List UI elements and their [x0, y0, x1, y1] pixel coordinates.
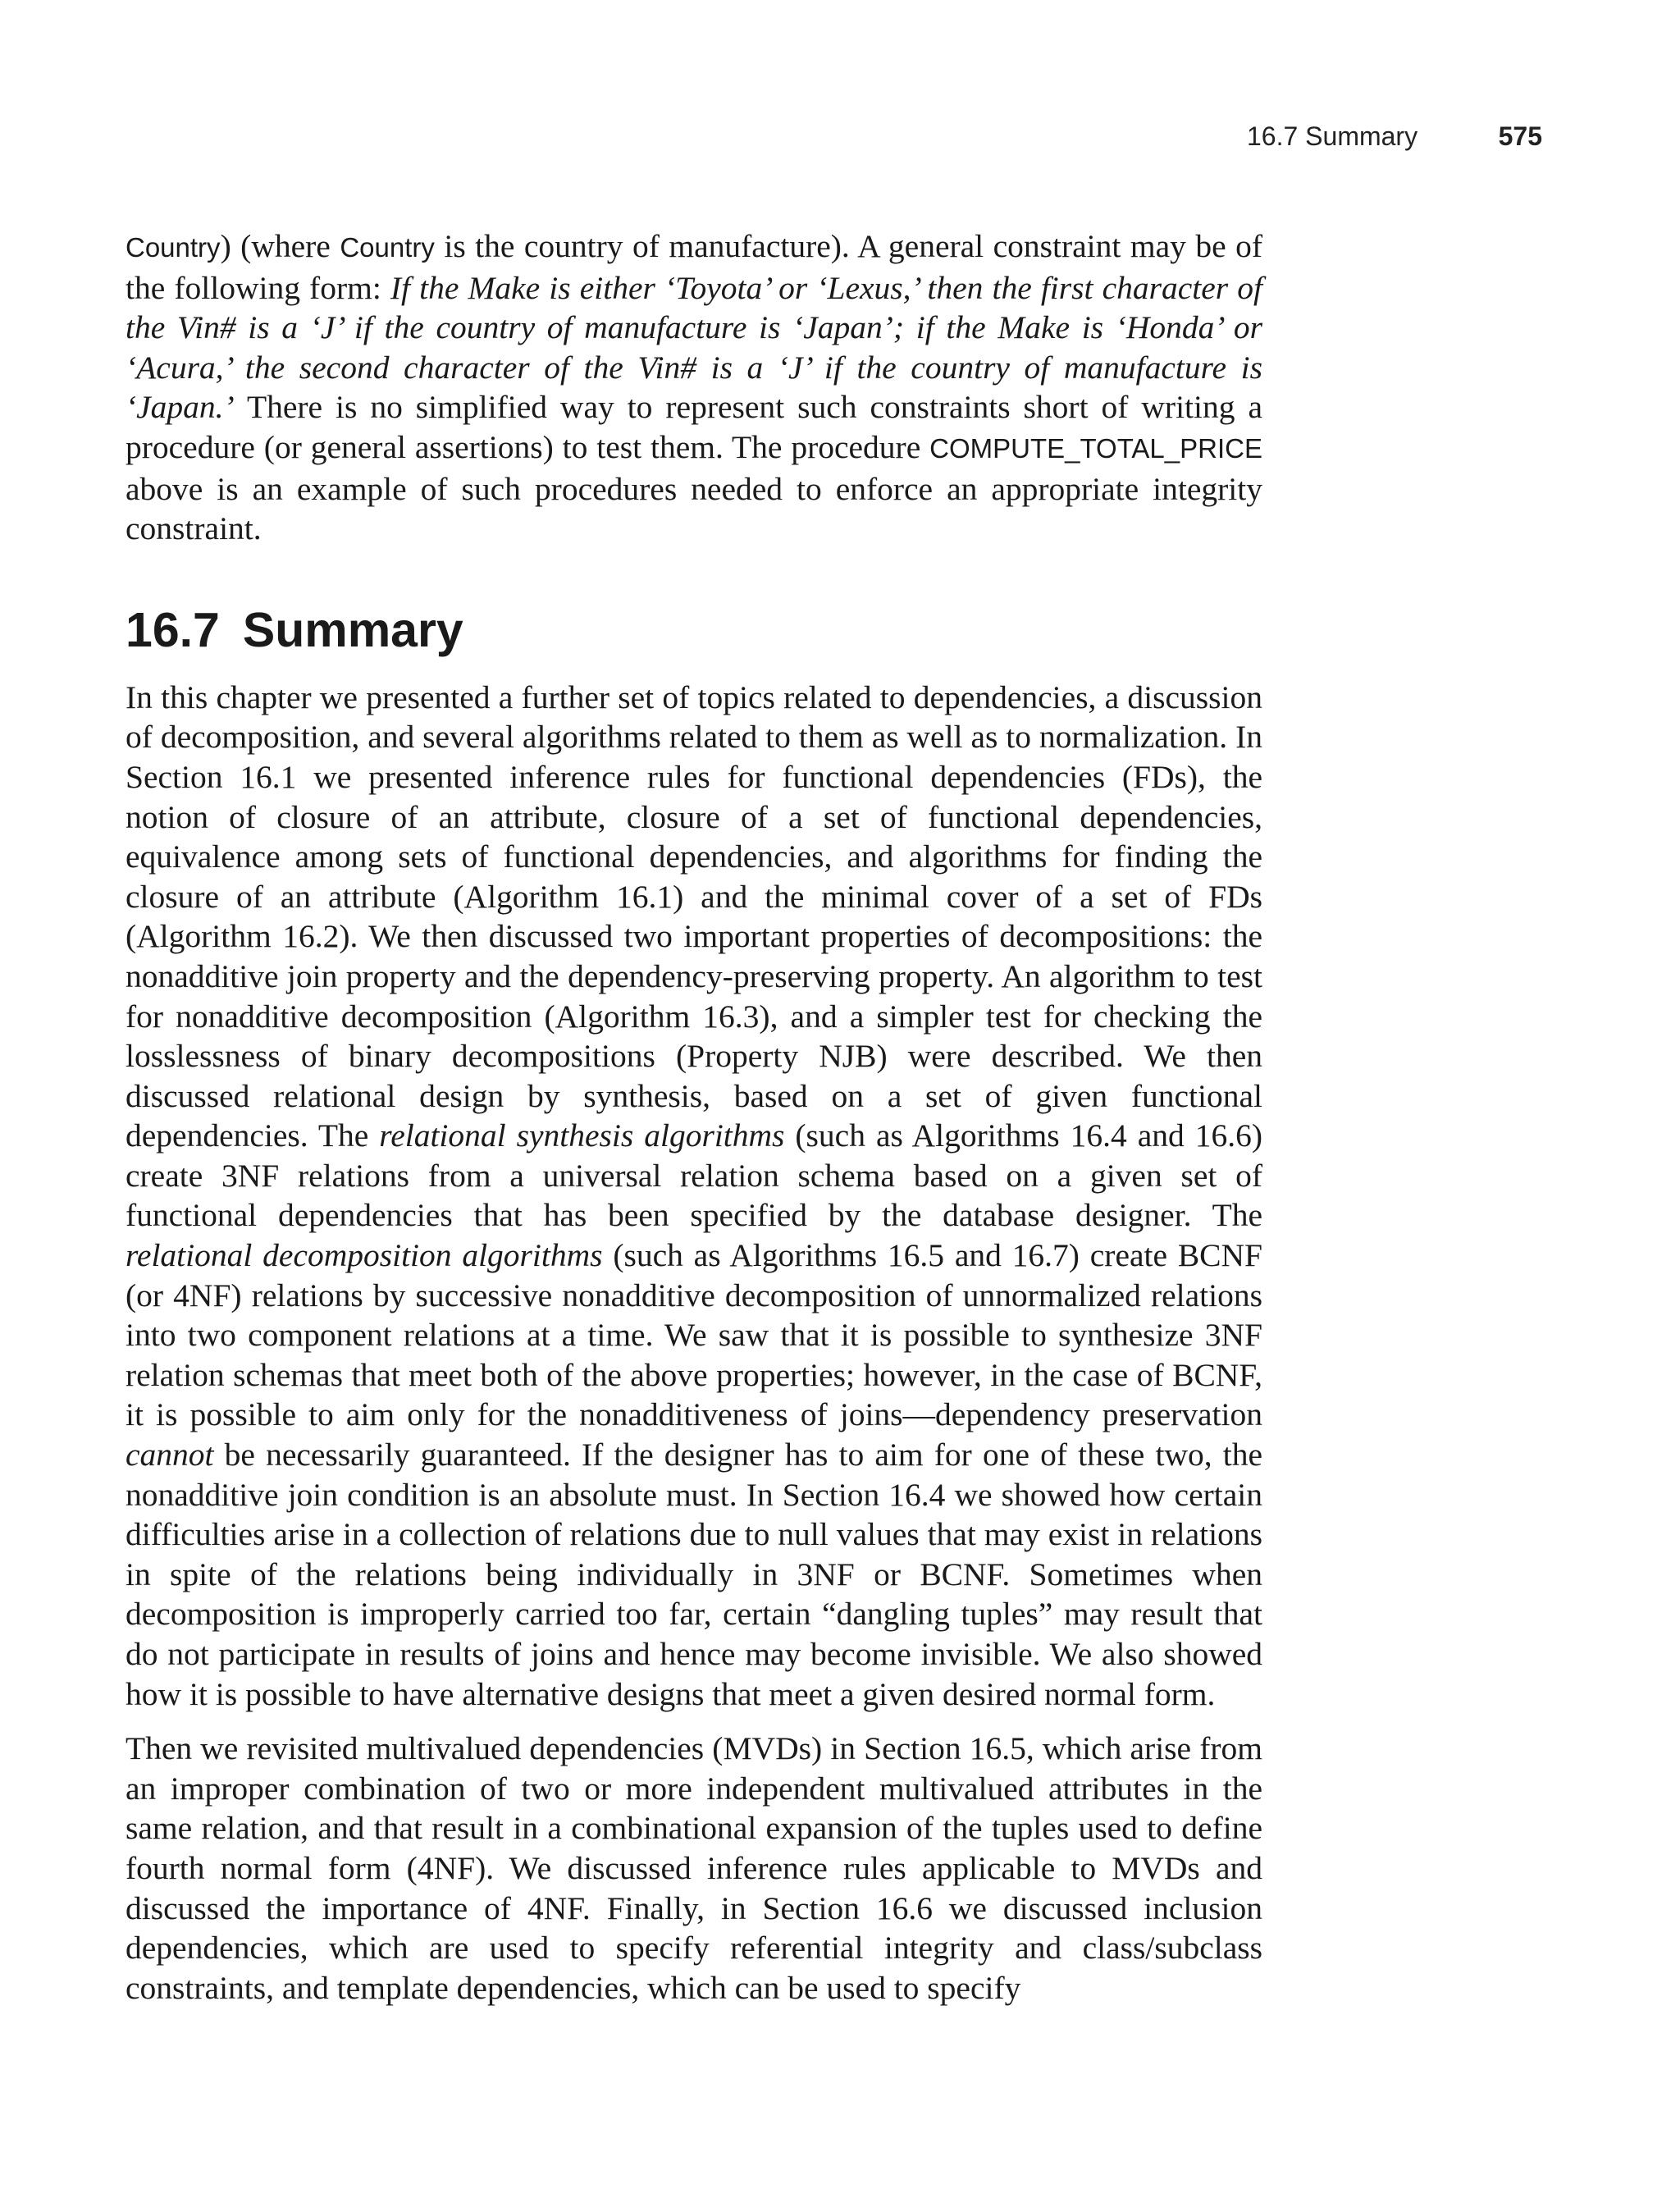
- running-head-title: 16.7 Summary: [1247, 121, 1418, 151]
- procedure-name: COMPUTE_TOTAL_PRICE: [929, 432, 1262, 464]
- para1-italic-1: relational synthesis algorithms: [379, 1117, 785, 1154]
- summary-paragraph-1: [126, 678, 1262, 1714]
- para1-text-d: be necessarily guaranteed. If the designer has to aim for one of these two, the nonadditive join condition is an absolute must. In Section 16.4 we showed how certain difficulties arise in a collection of relations due to null values that may exist in relations in spite of the relations being individually in 3NF or BCNF. Sometimes when decomposition is improperly carried too far, certain “dangling tuples” may result that do not participate in results of joins and hence may become invisible. We also showed how it is possible to have alternative designs that meet a given desired normal form.: [126, 1437, 1262, 1712]
- intro-text-4: above is an example of such procedures needed to enforce an appropriate integrity constraint.: [126, 470, 1262, 547]
- para1-text-a: In this chapter we presented a further set of topics related to dependencies, a discussion of decomposition, and several algorithms related to them as well as to normalization. In Section 16.1 we presented inference rules for functional dependencies (FDs), the notion of closure of an attribute, closure of a set of functional dependencies, equivalence among sets of functional dependencies, and algorithms for finding the closure of an attribute (Algorithm 16.1) and the minimal cover of a set of FDs (Algorithm 16.2). We then discussed two important properties of decompositions: the nonadditive join property and the dependency-preserving property. An algorithm to test for nonadditive decomposition (Algorithm 16.3), and a simpler test for checking the losslessness of binary decompositions (Property NJB) were described. We then discussed relational design by synthesis, based on a set of given functional dependencies. The: [126, 678, 1262, 1154]
- intro-text-3: There is no simplified way to represent such constraints short of writing a procedure (or general assertions) to test them. The procedure: [126, 389, 1262, 465]
- page-body: [126, 226, 1262, 2008]
- constraint-rule-italic: If the Make is either ‘Toyota’ or ‘Lexus,’ then the first character of the Vin# is a ‘J’ if the country of manufacture is ‘Japan’; if the Make is ‘Honda’ or ‘Acura,’ the second character of the Vin# is a ‘J’ if the country of manufacture is ‘Japan.’: [126, 269, 1262, 426]
- section-heading: [126, 601, 1262, 660]
- country-term: Country: [126, 232, 221, 263]
- para1-text-c: (such as Algorithms 16.5 and 16.7) create BCNF (or 4NF) relations by successive nonadditive decomposition of unnormalized relations into two component relations at a time. We saw that it is possible to synthesize 3NF relation schemas that meet both of the above properties; however, in the case of BCNF, it is possible to aim only for the nonadditiveness of joins—dependency preservation: [126, 1237, 1262, 1433]
- country-term: Country: [340, 232, 435, 263]
- page-number: 575: [1498, 121, 1542, 151]
- intro-text-1: ) (where: [220, 228, 340, 264]
- intro-text-2: is the country of manufacture). A general constraint may be of the following form:: [126, 228, 1262, 306]
- section-title: Summary: [242, 602, 463, 657]
- section-number: 16.7: [126, 602, 220, 657]
- para1-italic-2: relational decomposition algorithms: [126, 1237, 603, 1274]
- para1-text-b: (such as Algorithms 16.4 and 16.6) create 3NF relations from a universal relation schema based on a given set of functional dependencies that has been specified by the database designer. The: [126, 1117, 1262, 1234]
- running-head: [1247, 121, 1542, 154]
- summary-paragraph-2: Then we revisited multivalued dependencies (MVDs) in Section 16.5, which arise from an improper combination of two or more independent multivalued attributes in the same relation, and that result in a combinational expansion of the tuples used to define fourth normal form (4NF). We discussed inference rules applicable to MVDs and discussed the importance of 4NF. Finally, in Section 16.6 we discussed inclusion dependencies, which are used to specify referential integrity and class/subclass constraints, and template dependencies, which can be used to specify: [126, 1730, 1262, 2006]
- intro-paragraph: [126, 226, 1262, 549]
- para1-italic-3: cannot: [126, 1437, 214, 1473]
